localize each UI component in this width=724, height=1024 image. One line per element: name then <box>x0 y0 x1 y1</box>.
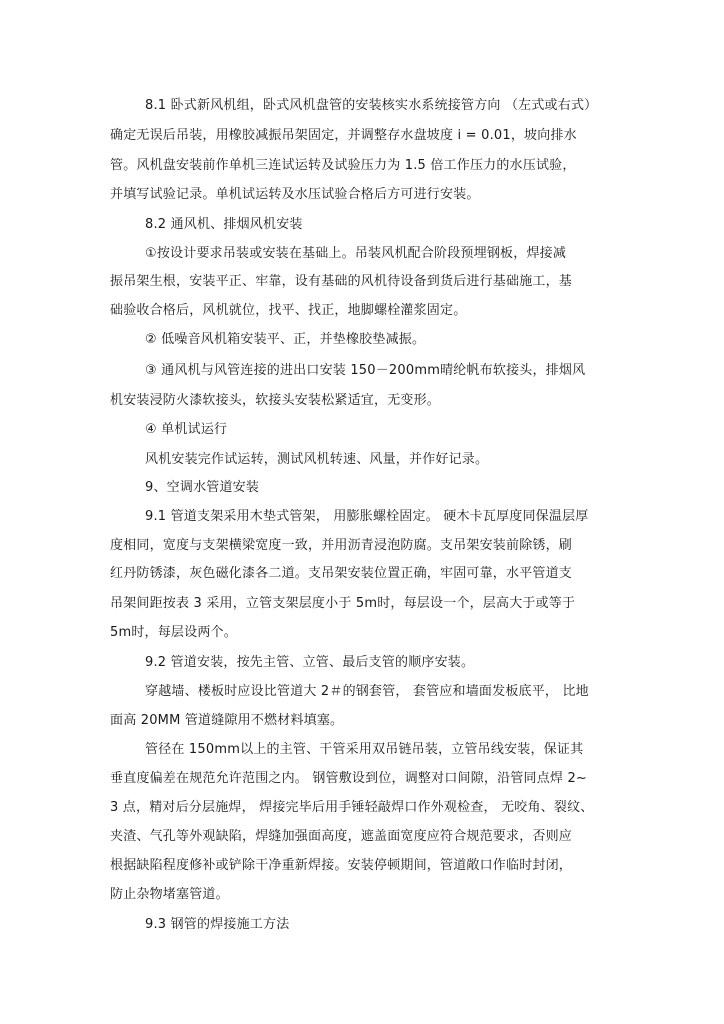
text-line: 根据缺陷程度修补或铲除干净重新焊接。安装停顿期间，管道敞口作临时封闭， <box>110 858 573 873</box>
section-heading: 9、空调水管道安装 <box>145 480 260 495</box>
text-line: 夹渣、气孔等外观缺陷，焊缝加强面高度，遮盖面宽度应符合规范要求，否则应 <box>110 829 573 844</box>
text-line: 防止杂物堵塞管道。 <box>110 887 229 902</box>
text-line: 8.1 卧式新风机组，卧式风机盘管的安装核实水系统接管方向 （左式或右式） <box>145 98 598 113</box>
text-line: 9.1 管道支架采用木垫式管架， 用膨胀螺栓固定。 硬木卡瓦厚度同保温层厚 <box>145 509 589 524</box>
section-heading: 8.2 通风机、排烟风机安装 <box>145 217 303 232</box>
text-line: 机安装浸防火漆软接头，软接头安装松紧适宜，无变形。 <box>110 393 441 408</box>
text-line: 5m时，每层设两个。 <box>110 625 237 640</box>
section-heading: 9.3 钢管的焊接施工方法 <box>145 917 290 932</box>
text-line: 吊架间距按表 3 采用，立管支架层度小于 5m时，每层设一个，层高大于或等于 <box>110 596 576 611</box>
text-line: 红丹防锈漆，灰色磁化漆各二道。支吊架安装位置正确，牢固可靠，水平管道支 <box>110 566 573 581</box>
text-line: 3 点，精对后分层施焊， 焊接完毕后用手锤轻敲焊口作外观检查， 无咬角、裂纹、 <box>110 800 594 815</box>
text-line: ①按设计要求吊装或安装在基础上。吊装风机配合阶段预埋钢板，焊接减 <box>145 246 567 261</box>
text-line: 振吊架生根，安装平正、牢靠，设有基础的风机待设备到货后进行基础施工，基 <box>110 274 573 289</box>
text-line: 并填写试验记录。单机试运转及水压试验合格后方可进行安装。 <box>110 187 480 202</box>
text-line: 面高 20MM 管道缝隙用不燃材料填塞。 <box>110 713 344 728</box>
text-line: ③ 通风机与风管连接的进出口安装 150－200mm晴纶帆布软接头，排烟风 <box>145 363 586 378</box>
text-line: 风机安装完作试运转，测试风机转速、风量，并作好记录。 <box>145 452 489 467</box>
text-line: 确定无误后吊装，用橡胶减振吊架固定，并调整存水盘坡度 i = 0.01，坡向排水 <box>110 128 577 143</box>
text-line: 础验收合格后，风机就位，找平、找正，地脚螺栓灌浆固定。 <box>110 303 467 318</box>
text-line: ④ 单机试运行 <box>145 422 228 437</box>
text-line: 管。风机盘安装前作单机三连试运转及试验压力为 1.5 倍工作压力的水压试验， <box>110 158 576 173</box>
text-line: 穿越墙、楼板时应设比管道大 2＃的钢套管， 套管应和墙面发板底平， 比地 <box>145 684 589 699</box>
text-line: 垂直度偏差在规范允许范围之内。 钢管敷设到位，调整对口间隙，沿管同点焊 2~ <box>110 771 588 786</box>
text-line: ② 低噪音风机箱安装平、正，并垫橡胶垫减振。 <box>145 332 426 347</box>
text-line: 9.2 管道安装，按先主管、立管、最后支管的顺序安装。 <box>145 655 475 670</box>
text-line: 度相同，宽度与支架横梁宽度一致，并用沥青浸泡防腐。支吊架安装前除锈，刷 <box>110 538 573 553</box>
text-line: 管径在 150mm以上的主管、干管采用双吊链吊装，立管吊线安装，保证其 <box>145 742 584 757</box>
